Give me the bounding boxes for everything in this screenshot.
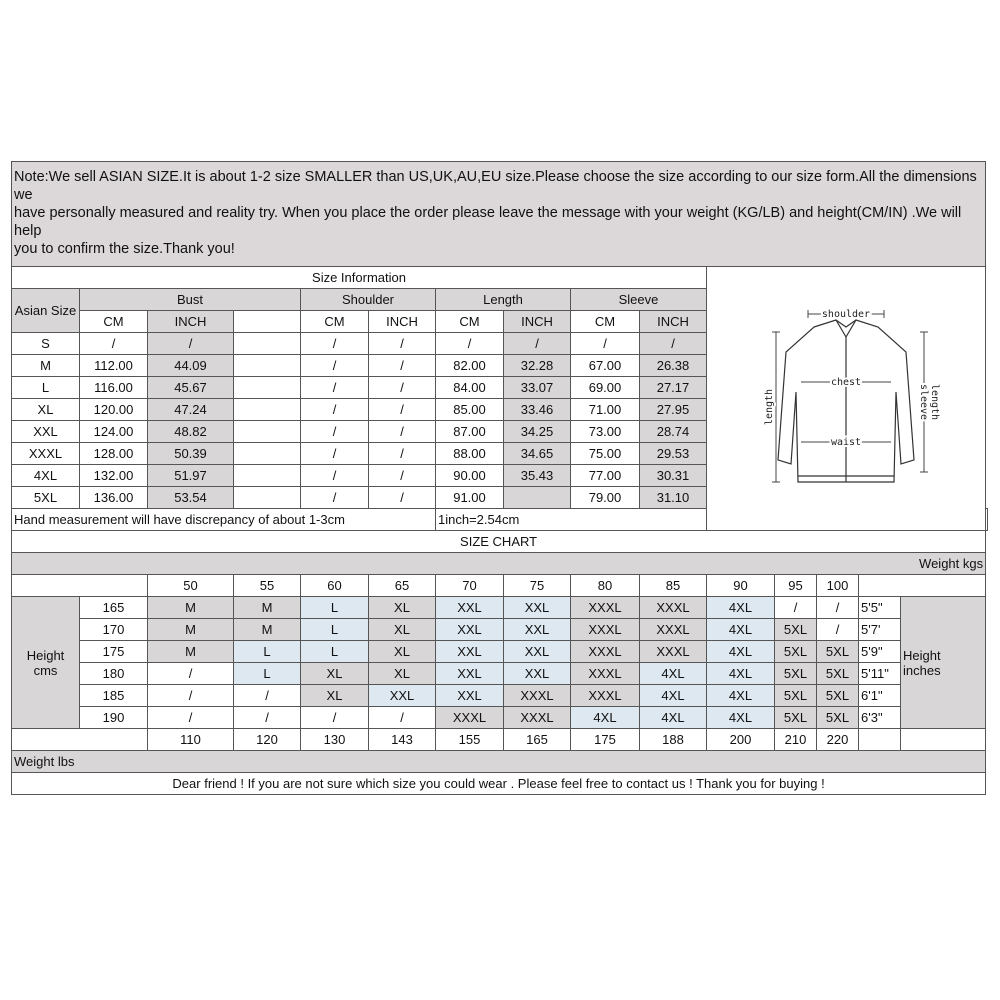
bust-cm: / xyxy=(80,333,148,355)
size-cell: L xyxy=(234,641,301,663)
inch-conversion-note: 1inch=2.54cm xyxy=(436,509,707,531)
length-cm: 88.00 xyxy=(436,443,504,465)
kg-value: 70 xyxy=(436,575,504,597)
size-cell: / xyxy=(775,597,817,619)
kg-value: 55 xyxy=(234,575,301,597)
kg-value: 60 xyxy=(301,575,369,597)
shoulder-inch: / xyxy=(369,333,436,355)
sleeve-cm: 67.00 xyxy=(571,355,640,377)
size-cell: 5XL xyxy=(775,685,817,707)
height-in-label-line-1: Height xyxy=(903,647,941,663)
size-label: XXXL xyxy=(12,443,80,465)
size-cell: M xyxy=(148,597,234,619)
kg-value: 85 xyxy=(640,575,707,597)
bust-inch: 53.54 xyxy=(148,487,234,509)
size-cell: XXXL xyxy=(571,641,640,663)
size-cell: L xyxy=(301,619,369,641)
height-inches: 6'1" xyxy=(859,685,901,707)
label-chest: chest xyxy=(831,377,862,388)
sleeve-inch: 27.17 xyxy=(640,377,707,399)
size-cell: / xyxy=(234,707,301,729)
size-cell: XL xyxy=(369,663,436,685)
footer-message: Dear friend ! If you are not sure which size you could wear . Please feel free to contact us ! Thank you for buying ! xyxy=(12,773,986,795)
kg-value: 100 xyxy=(817,575,859,597)
note-line-2: have personally measured and reality try. When you place the order please leave the message with your weight (KG/LB) and height(CM/IN) .We will help xyxy=(14,205,962,239)
lb-value: 200 xyxy=(707,729,775,751)
note-box xyxy=(12,162,986,267)
height-label-line-1: Height xyxy=(26,647,65,663)
kg-value: 50 xyxy=(148,575,234,597)
shoulder-inch: / xyxy=(369,377,436,399)
height-inches: 5'7' xyxy=(859,619,901,641)
height-inches-label xyxy=(901,597,986,729)
length-cm: 91.00 xyxy=(436,487,504,509)
size-chart-document xyxy=(11,161,988,795)
size-cell: 4XL xyxy=(707,685,775,707)
shoulder-cm: / xyxy=(301,399,369,421)
size-cell: 4XL xyxy=(640,685,707,707)
height-cm: 165 xyxy=(80,597,148,619)
height-row xyxy=(12,597,988,619)
size-cell: 5XL xyxy=(775,663,817,685)
height-cm: 185 xyxy=(80,685,148,707)
label-shoulder: shoulder xyxy=(821,309,871,320)
size-cell: 4XL xyxy=(707,619,775,641)
bust-inch: 44.09 xyxy=(148,355,234,377)
size-cell: L xyxy=(301,641,369,663)
bust-cm: 120.00 xyxy=(80,399,148,421)
length-inch: 35.43 xyxy=(504,465,571,487)
label-sleeve: sleeve xyxy=(918,383,930,421)
size-cell: 4XL xyxy=(707,597,775,619)
size-cell: XXXL xyxy=(504,685,571,707)
blank-cell xyxy=(901,729,986,751)
shoulder-inch: / xyxy=(369,399,436,421)
height-cm: 170 xyxy=(80,619,148,641)
size-label: M xyxy=(12,355,80,377)
blank-cell xyxy=(234,333,301,355)
shoulder-inch: / xyxy=(369,443,436,465)
shoulder-cm: / xyxy=(301,377,369,399)
unit-inch: INCH xyxy=(504,311,571,333)
lb-value: 210 xyxy=(775,729,817,751)
label-sleeve-length: length xyxy=(929,383,941,421)
size-cell: XXXL xyxy=(504,707,571,729)
lb-value: 120 xyxy=(234,729,301,751)
size-cell: / xyxy=(817,597,859,619)
unit-cm: CM xyxy=(80,311,148,333)
length-inch: 32.28 xyxy=(504,355,571,377)
shoulder-cm: / xyxy=(301,333,369,355)
shoulder-cm: / xyxy=(301,355,369,377)
blank-cell xyxy=(986,509,988,531)
size-cell: M xyxy=(148,619,234,641)
size-cell: XXL xyxy=(504,597,571,619)
sleeve-cm: / xyxy=(571,333,640,355)
size-cell: XXXL xyxy=(640,597,707,619)
shoulder-cm: / xyxy=(301,487,369,509)
lb-value: 175 xyxy=(571,729,640,751)
size-label: 4XL xyxy=(12,465,80,487)
shoulder-cm: / xyxy=(301,421,369,443)
size-cell: / xyxy=(148,663,234,685)
size-cell: 4XL xyxy=(707,641,775,663)
lb-value: 220 xyxy=(817,729,859,751)
size-cell: XXL xyxy=(504,619,571,641)
sleeve-inch: / xyxy=(640,333,707,355)
sleeve-cm: 71.00 xyxy=(571,399,640,421)
kg-value: 95 xyxy=(775,575,817,597)
length-inch: 34.65 xyxy=(504,443,571,465)
asian-size-header: Asian Size xyxy=(12,289,80,333)
size-cell: 4XL xyxy=(707,663,775,685)
bust-cm: 124.00 xyxy=(80,421,148,443)
bust-cm: 128.00 xyxy=(80,443,148,465)
shoulder-inch: / xyxy=(369,355,436,377)
hand-measurement-note: Hand measurement will have discrepancy of about 1-3cm xyxy=(12,509,436,531)
blank-cell xyxy=(12,575,148,597)
size-chart-title: SIZE CHART xyxy=(12,531,986,553)
size-cell: XXXL xyxy=(571,597,640,619)
size-cell: XXXL xyxy=(640,641,707,663)
weight-kgs-label: Weight kgs xyxy=(12,553,986,575)
size-cell: / xyxy=(148,707,234,729)
lb-value: 130 xyxy=(301,729,369,751)
kg-value: 75 xyxy=(504,575,571,597)
sleeve-inch: 30.31 xyxy=(640,465,707,487)
size-cell: XL xyxy=(301,663,369,685)
bust-cm: 116.00 xyxy=(80,377,148,399)
label-waist: waist xyxy=(831,437,862,448)
height-row xyxy=(12,663,988,685)
unit-inch: INCH xyxy=(369,311,436,333)
size-label: 5XL xyxy=(12,487,80,509)
lb-value: 188 xyxy=(640,729,707,751)
height-inches: 5'5" xyxy=(859,597,901,619)
size-cell: XL xyxy=(301,685,369,707)
kgs-row xyxy=(12,575,988,597)
size-cell: / xyxy=(301,707,369,729)
shoulder-inch: / xyxy=(369,487,436,509)
sleeve-inch: 31.10 xyxy=(640,487,707,509)
height-cm: 180 xyxy=(80,663,148,685)
size-cell: XXL xyxy=(436,597,504,619)
lb-value: 155 xyxy=(436,729,504,751)
bust-inch: / xyxy=(148,333,234,355)
bust-cm: 132.00 xyxy=(80,465,148,487)
size-cell: M xyxy=(234,597,301,619)
shirt-diagram xyxy=(707,267,986,531)
length-inch: 34.25 xyxy=(504,421,571,443)
size-cell: XXL xyxy=(504,641,571,663)
sleeve-cm: 69.00 xyxy=(571,377,640,399)
lb-value: 165 xyxy=(504,729,571,751)
length-cm: / xyxy=(436,333,504,355)
size-cell: XXXL xyxy=(571,685,640,707)
blank-cell xyxy=(234,421,301,443)
blank-cell xyxy=(234,443,301,465)
size-cell: 5XL xyxy=(775,619,817,641)
height-row xyxy=(12,707,988,729)
size-cell: XXL xyxy=(436,619,504,641)
group-shoulder: Shoulder xyxy=(301,289,436,311)
sleeve-inch: 27.95 xyxy=(640,399,707,421)
blank-cell xyxy=(12,729,148,751)
sleeve-inch: 26.38 xyxy=(640,355,707,377)
bust-inch: 47.24 xyxy=(148,399,234,421)
bust-inch: 45.67 xyxy=(148,377,234,399)
blank-cell xyxy=(234,355,301,377)
lb-value: 143 xyxy=(369,729,436,751)
unit-cm: CM xyxy=(436,311,504,333)
size-cell: / xyxy=(369,707,436,729)
size-cell: 5XL xyxy=(817,707,859,729)
size-cell: XL xyxy=(369,641,436,663)
blank-cell xyxy=(234,487,301,509)
bust-inch: 50.39 xyxy=(148,443,234,465)
size-cell: XXL xyxy=(436,685,504,707)
size-cell: / xyxy=(148,685,234,707)
size-cell: 5XL xyxy=(775,641,817,663)
size-cell: L xyxy=(301,597,369,619)
size-label: S xyxy=(12,333,80,355)
shoulder-inch: / xyxy=(369,421,436,443)
height-inches: 5'11" xyxy=(859,663,901,685)
size-cell: L xyxy=(234,663,301,685)
group-sleeve: Sleeve xyxy=(571,289,707,311)
height-cm: 190 xyxy=(80,707,148,729)
size-cell: 5XL xyxy=(817,641,859,663)
sleeve-cm: 73.00 xyxy=(571,421,640,443)
size-cell: 5XL xyxy=(817,663,859,685)
size-cell: 4XL xyxy=(707,707,775,729)
sleeve-inch: 28.74 xyxy=(640,421,707,443)
shirt-diagram-svg xyxy=(746,282,946,512)
size-cell: 4XL xyxy=(571,707,640,729)
height-row xyxy=(12,641,988,663)
size-info-title: Size Information xyxy=(12,267,707,289)
kg-value: 80 xyxy=(571,575,640,597)
unit-inch: INCH xyxy=(640,311,707,333)
bust-cm: 136.00 xyxy=(80,487,148,509)
length-inch: 33.46 xyxy=(504,399,571,421)
blank-cell xyxy=(859,575,986,597)
shoulder-cm: / xyxy=(301,443,369,465)
length-inch xyxy=(504,487,571,509)
bust-inch: 48.82 xyxy=(148,421,234,443)
height-row xyxy=(12,619,988,641)
length-inch: 33.07 xyxy=(504,377,571,399)
size-cell: XXXL xyxy=(571,663,640,685)
sleeve-inch: 29.53 xyxy=(640,443,707,465)
size-cell: 4XL xyxy=(640,663,707,685)
lb-value: 110 xyxy=(148,729,234,751)
size-cell: XXXL xyxy=(571,619,640,641)
shoulder-inch: / xyxy=(369,465,436,487)
unit-inch: INCH xyxy=(148,311,234,333)
length-inch: / xyxy=(504,333,571,355)
size-cell: 5XL xyxy=(817,685,859,707)
height-in-label-line-2: inches xyxy=(903,662,941,678)
length-cm: 84.00 xyxy=(436,377,504,399)
size-cell: M xyxy=(148,641,234,663)
blank-cell xyxy=(234,399,301,421)
note-line-1: Note:We sell ASIAN SIZE.It is about 1-2 size SMALLER than US,UK,AU,EU size.Please choose the size according to our size form.All the dimensions we xyxy=(14,169,977,203)
length-cm: 87.00 xyxy=(436,421,504,443)
height-row xyxy=(12,685,988,707)
label-length: length xyxy=(764,388,776,426)
size-cell: / xyxy=(234,685,301,707)
size-table xyxy=(11,161,988,795)
lbs-row xyxy=(12,729,988,751)
weight-lbs-label: Weight lbs xyxy=(12,751,986,773)
unit-blank xyxy=(234,311,301,333)
size-cell: / xyxy=(817,619,859,641)
length-cm: 90.00 xyxy=(436,465,504,487)
kg-value: 65 xyxy=(369,575,436,597)
size-label: XL xyxy=(12,399,80,421)
height-label-line-2: cms xyxy=(33,662,58,678)
size-cell: XXL xyxy=(504,663,571,685)
kg-value: 90 xyxy=(707,575,775,597)
group-bust: Bust xyxy=(80,289,301,311)
blank-cell xyxy=(234,377,301,399)
size-cell: 4XL xyxy=(640,707,707,729)
unit-cm: CM xyxy=(301,311,369,333)
size-cell: XXL xyxy=(436,663,504,685)
size-cell: XXXL xyxy=(640,619,707,641)
bust-inch: 51.97 xyxy=(148,465,234,487)
unit-cm: CM xyxy=(571,311,640,333)
note-line-3: you to confirm the size.Thank you! xyxy=(14,241,235,257)
group-length: Length xyxy=(436,289,571,311)
size-label: L xyxy=(12,377,80,399)
length-cm: 82.00 xyxy=(436,355,504,377)
blank-cell xyxy=(234,465,301,487)
size-cell: 5XL xyxy=(775,707,817,729)
size-cell: XXL xyxy=(436,641,504,663)
height-inches: 6'3" xyxy=(859,707,901,729)
shoulder-cm: / xyxy=(301,465,369,487)
size-cell: XXXL xyxy=(436,707,504,729)
length-cm: 85.00 xyxy=(436,399,504,421)
sleeve-cm: 79.00 xyxy=(571,487,640,509)
sleeve-cm: 77.00 xyxy=(571,465,640,487)
size-label: XXL xyxy=(12,421,80,443)
size-cell: XL xyxy=(369,597,436,619)
size-cell: XL xyxy=(369,619,436,641)
sleeve-cm: 75.00 xyxy=(571,443,640,465)
size-cell: XXL xyxy=(369,685,436,707)
height-inches: 5'9" xyxy=(859,641,901,663)
height-cms-label xyxy=(12,597,80,729)
bust-cm: 112.00 xyxy=(80,355,148,377)
size-cell: M xyxy=(234,619,301,641)
height-cm: 175 xyxy=(80,641,148,663)
blank-cell xyxy=(859,729,901,751)
